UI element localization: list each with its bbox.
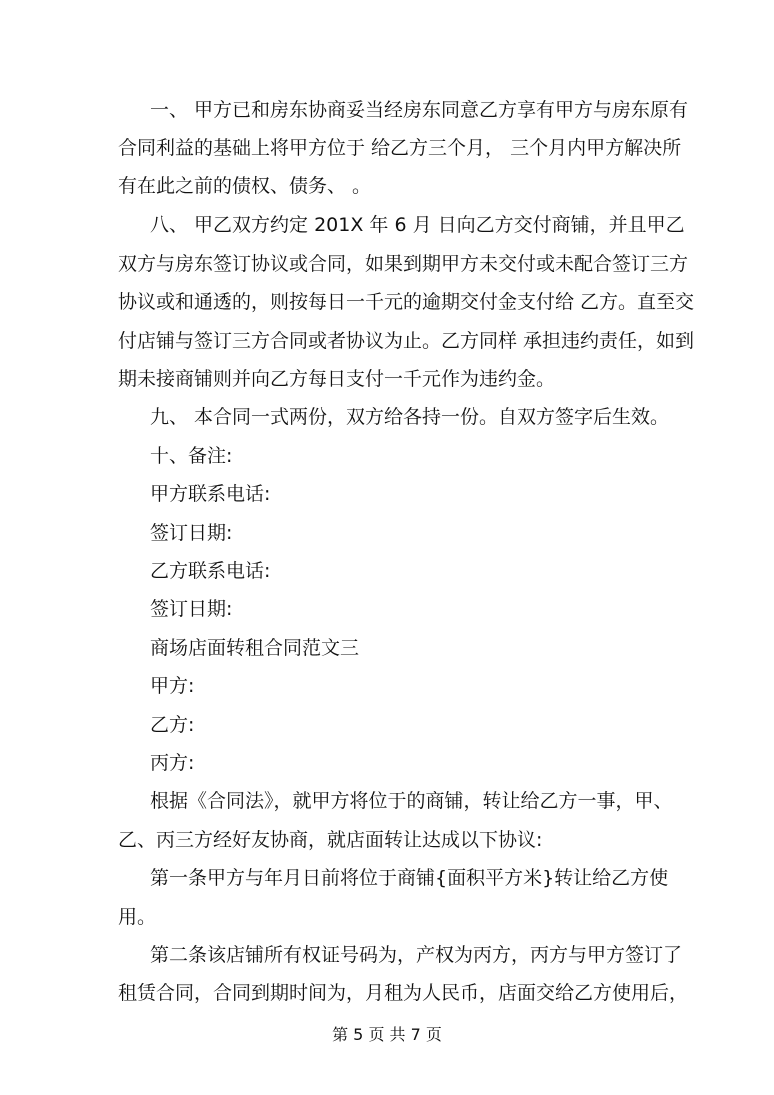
- body-line: 根据《合同法》，就甲方将位于的商铺，转让给乙方一事，甲、: [150, 790, 673, 812]
- body-line: 租赁合同，合同到期时间为，月租为人民币，店面交给乙方使用后，: [118, 982, 689, 1004]
- form-field-label: 签订日期:: [150, 598, 233, 620]
- party-label: 乙方:: [150, 714, 195, 736]
- body-line: 有在此之前的债权、债务、 。: [118, 175, 372, 197]
- body-line: 一、 甲方已和房东协商妥当经房东同意乙方享有甲方与房东原有: [150, 99, 689, 121]
- body-line: 期未接商铺则并向乙方每日支付一千元作为违约金。: [118, 368, 556, 390]
- body-line: 协议或和通透的，则按每日一千元的逾期交付金支付给 乙方。直至交: [118, 291, 695, 313]
- party-label: 丙方:: [150, 752, 195, 774]
- section-heading: 十、备注:: [150, 445, 233, 467]
- form-field-label: 乙方联系电话:: [150, 560, 271, 582]
- document-title: 商场店面转租合同范文三: [150, 637, 360, 659]
- body-line: 九、 本合同一式两份，双方给各持一份。自双方签字后生效。: [150, 406, 670, 428]
- party-label: 甲方:: [150, 675, 195, 697]
- form-field-label: 签订日期:: [150, 522, 233, 544]
- body-line: 双方与房东签订协议或合同，如果到期甲方未交付或未配合签订三方: [118, 253, 689, 275]
- body-line: 合同利益的基础上将甲方位于 给乙方三个月， 三个月内甲方解决所: [118, 137, 682, 159]
- body-line: 用。: [118, 906, 157, 928]
- form-field-label: 甲方联系电话:: [150, 483, 271, 505]
- body-line: 乙、丙三方经好友协商，就店面转让达成以下协议:: [118, 829, 543, 851]
- body-line: 付店铺与签订三方合同或者协议为止。乙方同样 承担违约责任，如到: [118, 330, 695, 352]
- body-line: 第二条该店铺所有权证号码为，产权为丙方，丙方与甲方签订了: [150, 944, 683, 966]
- body-line: 第一条甲方与年月日前将位于商铺{面积平方米}转让给乙方使: [150, 867, 669, 889]
- page-number: 第 5 页 共 7 页: [332, 1025, 442, 1044]
- body-line: 八、 甲乙双方约定 201X 年 6 月 日向乙方交付商铺，并且甲乙: [150, 214, 685, 236]
